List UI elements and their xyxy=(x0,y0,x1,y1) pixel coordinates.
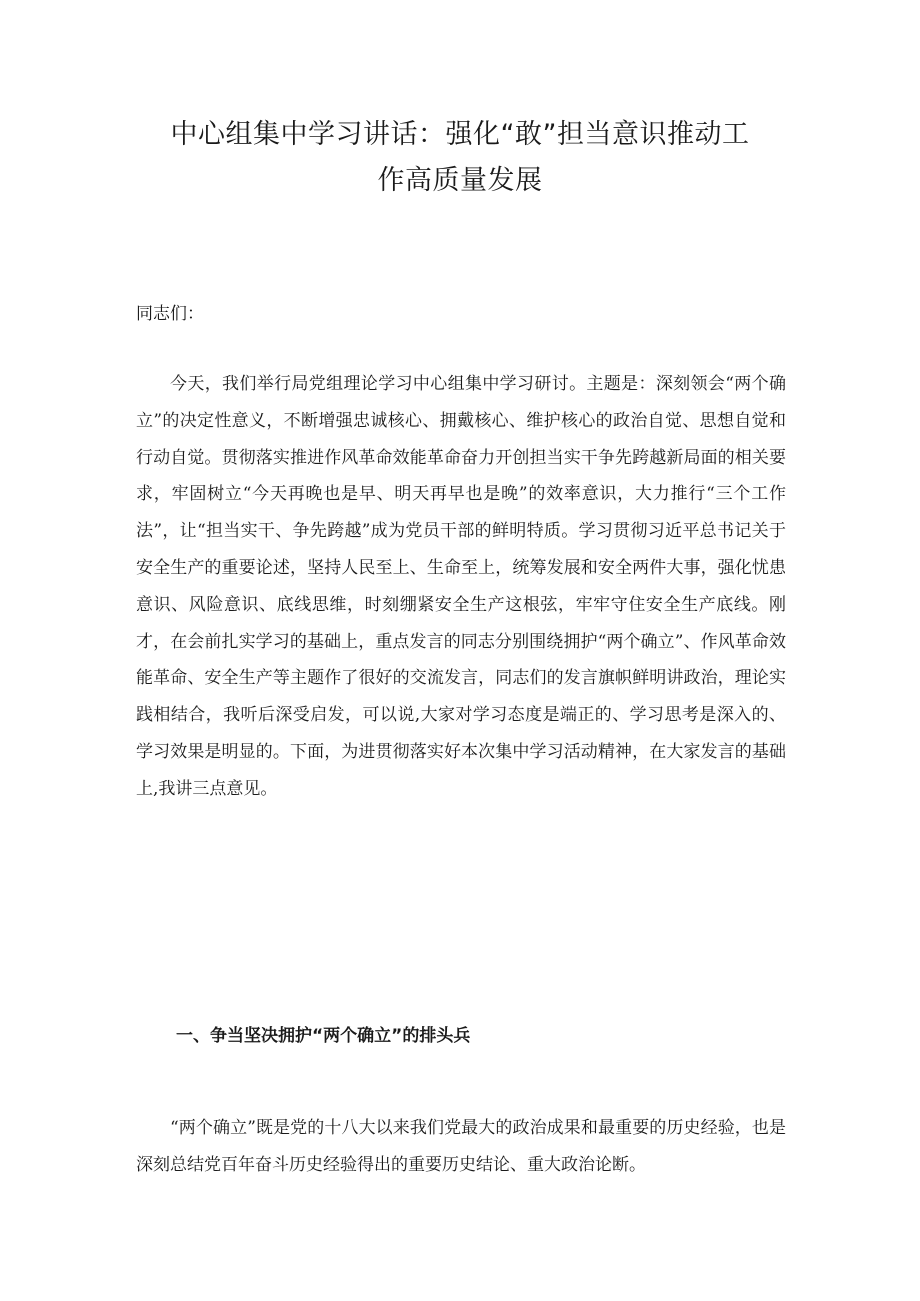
body-paragraph-1: 今天，我们举行局党组理论学习中心组集中学习研讨。主题是：深刻领会“两个确立”的决定性意义，不断增强忠诚核心、拥戴核心、维护核心的政治自觉、思想自觉和行动自觉。贯彻落实推进作风革命效能革命奋力开创担当实干争先跨越新局面的相关要求，牢固树立“今天再晚也是早、明天再早也是晚”的效率意识，大力推行“三个工作法”，让“担当实干、争先跨越”成为党员干部的鲜明特质。学习贯彻习近平总书记关于安全生产的重要论述，坚持人民至上、生命至上，统筹发展和安全两件大事，强化忧患意识、风险意识、底线思维，时刻绷紧安全生产这根弦，牢牢守住安全生产底线。刚才，在会前扎实学习的基础上，重点发言的同志分别围绕拥护“两个确立”、作风革命效能革命、安全生产等主题作了很好的交流发言，同志们的发言旗帜鲜明讲政治，理论实践相结合，我听后深受启发，可以说,大家对学习态度是端正的、学习思考是深入的、学习效果是明显的。下面，为进贯彻落实好本次集中学习活动精神，在大家发言的基础上,我讲三点意见。 xyxy=(136,374,786,799)
salutation: 同志们： xyxy=(136,304,204,324)
document-title xyxy=(120,112,800,204)
body-paragraph-2: “两个确立”既是党的十八大以来我们党最大的政治成果和最重要的历史经验，也是深刻总结党百年奋斗历史经验得出的重要历史结论、重大政治论断。 xyxy=(136,1118,786,1175)
title-line-2: 作高质量发展 xyxy=(377,165,543,196)
title-line-1: 中心组集中学习讲话：强化“敢”担当意识推动工 xyxy=(170,119,750,150)
section-heading-1: 一、争当坚决拥护“两个确立”的排头兵 xyxy=(176,1026,471,1046)
